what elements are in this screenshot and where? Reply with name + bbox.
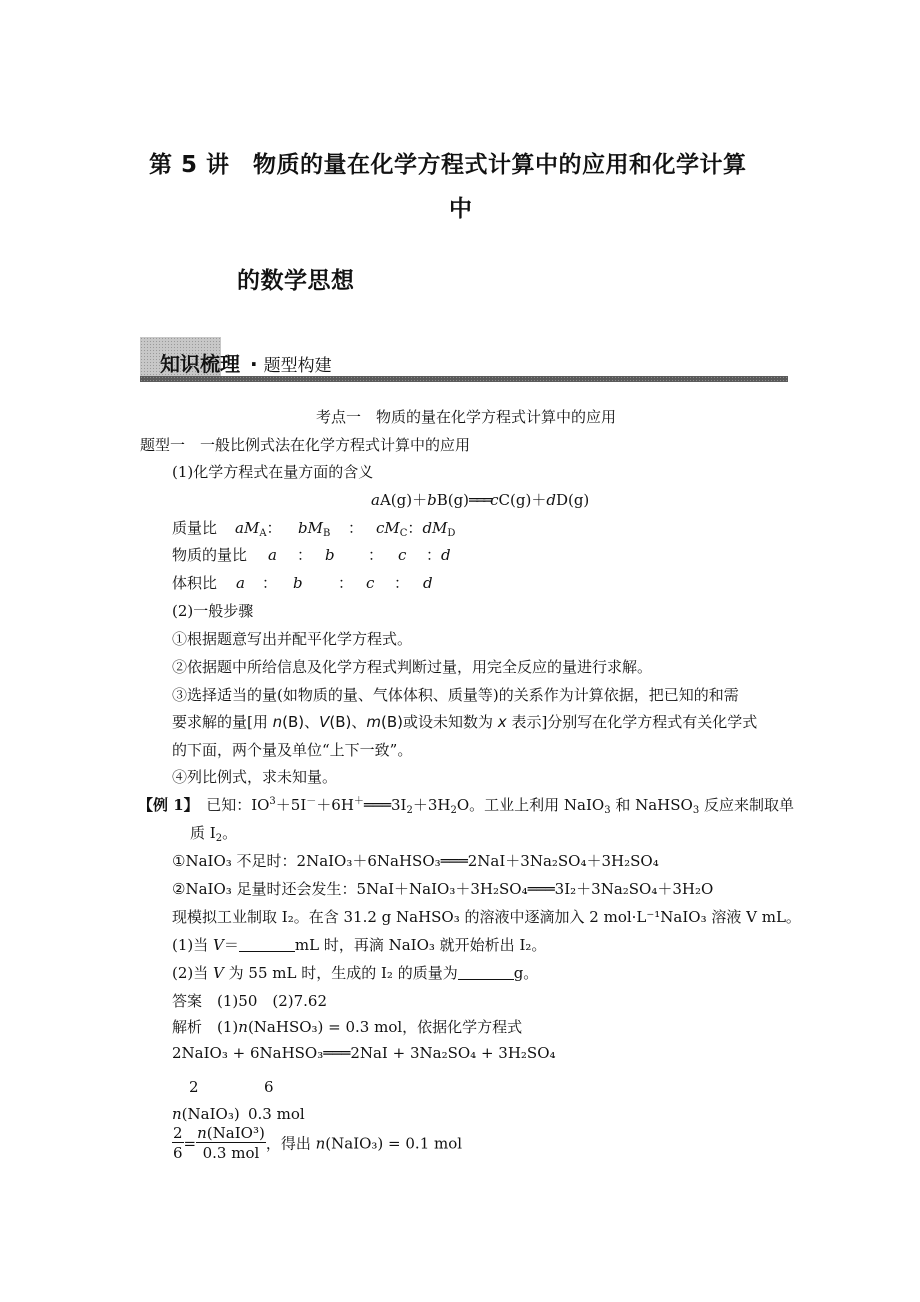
section-header-separator: · [250, 352, 258, 376]
step-4: ④列比例式，求未知量。 [172, 768, 338, 786]
mole-ratio-label: 物质的量比 [172, 546, 248, 564]
general-equation [371, 490, 589, 510]
page-title-line3: 的数学思想 [237, 268, 355, 294]
analysis-proportion: $\frac{2}{6}$ = $\frac{\text{n(NaIO³)}}{\text{0.3 mol}}$ ，得出 n(NaIO₃) = 0.1 mol [173, 1124, 463, 1162]
species-d: D(g) [555, 491, 590, 509]
mass-ratio-a: $aM_A$： [235, 519, 282, 539]
analysis-qty-2: 0.3 mol [248, 1105, 305, 1123]
question-2: (2)当 V 为 55 mL 时，生成的 I₂ 的质量为 g。 [172, 964, 539, 982]
fraction-2-6: $\frac{2}{6}$ [173, 1124, 183, 1162]
mole-ratio-sep2: ： [368, 546, 384, 564]
volume-ratio-d: d [423, 574, 433, 592]
volume-ratio-sep2: ： [338, 574, 354, 592]
question-1: (1)当 V＝ mL 时，再滴 NaIO₃ 就开始析出 I₂。 [172, 936, 547, 954]
tixing-heading: 题型一 一般比例式法在化学方程式计算中的应用 [140, 436, 471, 454]
step-3-line2: 要求解的量[用 n(B)、V(B)、m(B)或设未知数为 x 表示]分别写在化学方程式有关化学式 [172, 713, 758, 731]
answer-label: 答案 [172, 992, 203, 1010]
fraction-n-over-mol: $\frac{\text{n(NaIO³)}}{\text{0.3 mol}}$ [197, 1124, 265, 1162]
step-1: ①根据题意写出并配平化学方程式。 [172, 630, 413, 648]
analysis-coef-1: 2 [189, 1078, 199, 1096]
answer-blank-2[interactable] [458, 965, 514, 980]
volume-ratio-sep1: ： [262, 574, 278, 592]
kaodian-heading: 考点一 物质的量在化学方程式计算中的应用 [316, 408, 617, 426]
mole-ratio-d: ：d [426, 546, 451, 564]
page-title-line2: 中 [449, 196, 473, 222]
volume-ratio-a: a [236, 574, 245, 592]
volume-ratio-c: c [366, 574, 375, 592]
step-2: ②依据题中所给信息及化学方程式判断过量，用完全反应的量进行求解。 [172, 658, 653, 676]
section-header-sub: 题型构建 [263, 356, 332, 376]
coef-a: a [371, 491, 380, 509]
mole-ratio-a: a [268, 546, 277, 564]
part1-heading: (1)化学方程式在量方面的含义 [172, 463, 374, 481]
section-header-main: 知识梳理 [160, 352, 240, 376]
analysis-line1: 解析 (1)n(NaHSO₃) = 0.3 mol，依据化学方程式 [172, 1018, 523, 1036]
page-title-line1: 第 5 讲 物质的量在化学方程式计算中的应用和化学计算 [149, 152, 747, 178]
step-3-line3: 的下面，两个量及单位“上下一致”。 [172, 741, 413, 759]
part2-heading: (2)一般步骤 [172, 602, 254, 620]
analysis-coef-2: 6 [264, 1078, 274, 1096]
analysis-qty-1: n(NaIO₃) [172, 1105, 240, 1123]
example-1-intro-line2: 质 $I_2$。 [190, 824, 238, 844]
analysis-equation: 2NaIO₃ + 6NaHSO₃═══2NaI + 3Na₂SO₄ + 3H₂SO₄ [172, 1044, 556, 1062]
volume-ratio-label: 体积比 [172, 574, 218, 592]
section-header [160, 348, 332, 377]
example-1-intro: 【例 1】 已知：$IO^3+5I^-+6H^+═══3I_2+3H_2O$。工业上利用 NaIO$_3$ 和 NaHSO$_3$ 反应来制取单 [138, 796, 794, 816]
example-1-label: 【例 1】 [138, 796, 192, 814]
example-1-case2: ②NaIO₃ 足量时还会发生：5NaI＋NaIO₃＋3H₂SO₄═══3I₂＋3Na₂SO₄＋3H₂O [172, 880, 714, 898]
answer-text: (1)50 (2)7.62 [217, 992, 328, 1010]
step-3-line1: ③选择适当的量(如物质的量、气体体积、质量等)的关系作为计算依据，把已知的和需 [172, 686, 739, 704]
volume-ratio-b: b [293, 574, 303, 592]
mass-ratio-cd: $cM_C$：$dM_D$ [376, 519, 456, 539]
mole-ratio-c: c [398, 546, 407, 564]
volume-ratio-sep3: ： [394, 574, 410, 592]
equals-arrow: ═══ [469, 491, 491, 509]
answer-line [172, 991, 327, 1011]
coef-c: c [490, 491, 499, 509]
mole-ratio-b: b [325, 546, 335, 564]
species-c: C(g)＋ [498, 491, 547, 509]
analysis-label: 解析 [172, 1018, 203, 1036]
answer-blank-1[interactable] [239, 937, 295, 952]
species-a: A(g)＋ [379, 491, 428, 509]
example-1-setup: 现模拟工业制取 I₂。在含 31.2 g NaHSO₃ 的溶液中逐滴加入 2 mol·L⁻¹NaIO₃ 溶液 V mL。 [172, 908, 801, 926]
mass-ratio-b: $bM_B$ [298, 519, 331, 539]
mole-ratio-sep1: ： [297, 546, 313, 564]
analysis-result: 得出 n(NaIO₃) = 0.1 mol [280, 1134, 463, 1153]
mass-ratio-label: 质量比 [172, 519, 218, 537]
example-1-case1: ①NaIO₃ 不足时：2NaIO₃＋6NaHSO₃═══2NaI＋3Na₂SO₄＋3H₂SO₄ [172, 852, 659, 870]
coef-b: b [427, 491, 437, 509]
species-b: B(g) [436, 491, 470, 509]
coef-d: d [546, 491, 556, 509]
mass-ratio-sep: ： [348, 519, 364, 537]
